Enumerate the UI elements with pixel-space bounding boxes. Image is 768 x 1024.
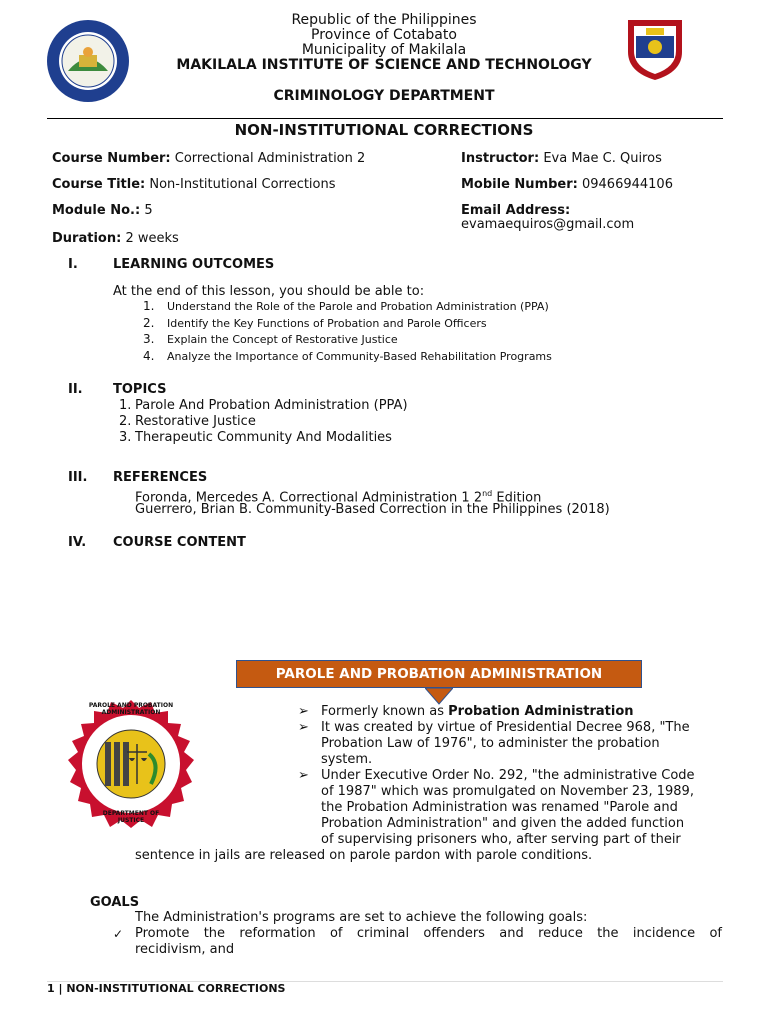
header-institute: MAKILALA INSTITUTE OF SCIENCE AND TECHNOLOGY [176, 57, 592, 73]
arrow-bullet-icon: ➢ [298, 768, 309, 783]
ppa-bullet-3-line: of 1987" which was promulgated on November 23, 1989, [321, 784, 694, 799]
page-number: 1 [47, 982, 55, 995]
section-1-title: LEARNING OUTCOMES [113, 257, 275, 272]
mobile-number: Mobile Number: 09466944106 [461, 177, 673, 192]
ppa-seal-logo [47, 699, 215, 829]
arrow-bullet-icon: ➢ [298, 704, 309, 719]
topic-item: 2. Restorative Justice [119, 414, 256, 429]
page-footer: 1 | NON-INSTITUTIONAL CORRECTIONS [47, 982, 286, 995]
arrow-bullet-icon: ➢ [298, 720, 309, 735]
section-4-number: IV. [68, 535, 87, 550]
page-title: NON-INSTITUTIONAL CORRECTIONS [234, 121, 534, 139]
section-2-title: TOPICS [113, 382, 167, 397]
section-3-title: REFERENCES [113, 470, 208, 485]
ppa-banner: PAROLE AND PROBATION ADMINISTRATION [236, 660, 642, 688]
header-divider [47, 118, 723, 119]
ppa-bullet-3-line: Probation Administration" and given the added function [321, 816, 685, 831]
header-province: Province of Cotabato [311, 27, 457, 43]
reference-item: Guerrero, Brian B. Community-Based Correction in the Philippines (2018) [135, 502, 610, 517]
reference-item: Foronda, Mercedes A. Correctional Administration 1 2nd Edition [135, 489, 542, 506]
header-department: CRIMINOLOGY DEPARTMENT [273, 88, 495, 104]
ppa-bullet-3-line: sentence in jails are released on parole pardon with parole conditions. [135, 848, 593, 863]
seal-bottom-text: DEPARTMENT OF JUSTICE [102, 810, 160, 824]
header-municipality: Municipality of Makilala [301, 42, 467, 58]
course-title: Course Title: Non-Institutional Corrections [52, 177, 336, 192]
outcome-item: 4. Analyze the Importance of Community-Based Rehabilitation Programs [143, 349, 552, 363]
email-link[interactable]: evamaequiros@gmail.com [461, 217, 635, 232]
goals-intro: The Administration's programs are set to achieve the following goals: [135, 910, 588, 925]
goal-item-line: Promote the reformation of criminal offenders and reduce the incidence of [135, 926, 722, 941]
section-1-number: I. [68, 257, 78, 272]
check-bullet-icon: ✓ [113, 927, 124, 941]
outcome-item: 3. Explain the Concept of Restorative Justice [143, 332, 398, 346]
section-2-number: II. [68, 382, 83, 397]
header-republic: Republic of the Philippines [291, 12, 477, 28]
instructor: Instructor: Eva Mae C. Quiros [461, 151, 662, 166]
topic-item: 1. Parole And Probation Administration (PPA) [119, 398, 408, 413]
goals-title: GOALS [90, 895, 140, 910]
section-3-number: III. [68, 470, 88, 485]
outcomes-intro: At the end of this lesson, you should be able to: [113, 284, 425, 299]
footer-title: NON-INSTITUTIONAL CORRECTIONS [66, 982, 286, 995]
ppa-bullet-2-line: Probation Law of 1976", to administer the probation [321, 736, 660, 751]
ppa-bullet-2-line: It was created by virtue of Presidential Decree 968, "The [321, 720, 690, 735]
ppa-bullet-3-line: of supervising prisoners who, after serving part of their [321, 832, 681, 847]
email-label: Email Address: [461, 203, 571, 218]
outcome-item: 2. Identify the Key Functions of Probation and Parole Officers [143, 316, 487, 330]
module-number: Module No.: 5 [52, 203, 153, 218]
ppa-bullet-3-line: the Probation Administration was renamed "Parole and [321, 800, 678, 815]
goal-item-line: recidivism, and [135, 942, 235, 957]
course-number: Course Number: Correctional Administration 2 [52, 151, 366, 166]
section-4-title: COURSE CONTENT [113, 535, 246, 550]
outcome-item: 1. Understand the Role of the Parole and Probation Administration (PPA) [143, 299, 549, 313]
ppa-bullet-3-line: Under Executive Order No. 292, "the administrative Code [321, 768, 695, 783]
ppa-bullet-2-line: system. [321, 752, 373, 767]
duration: Duration: 2 weeks [52, 231, 179, 246]
ppa-bullet-1: Formerly known as Probation Administration [321, 704, 634, 719]
seal-top-text: PAROLE AND PROBATION ADMINISTRATION [88, 702, 174, 716]
topic-item: 3. Therapeutic Community And Modalities [119, 430, 392, 445]
